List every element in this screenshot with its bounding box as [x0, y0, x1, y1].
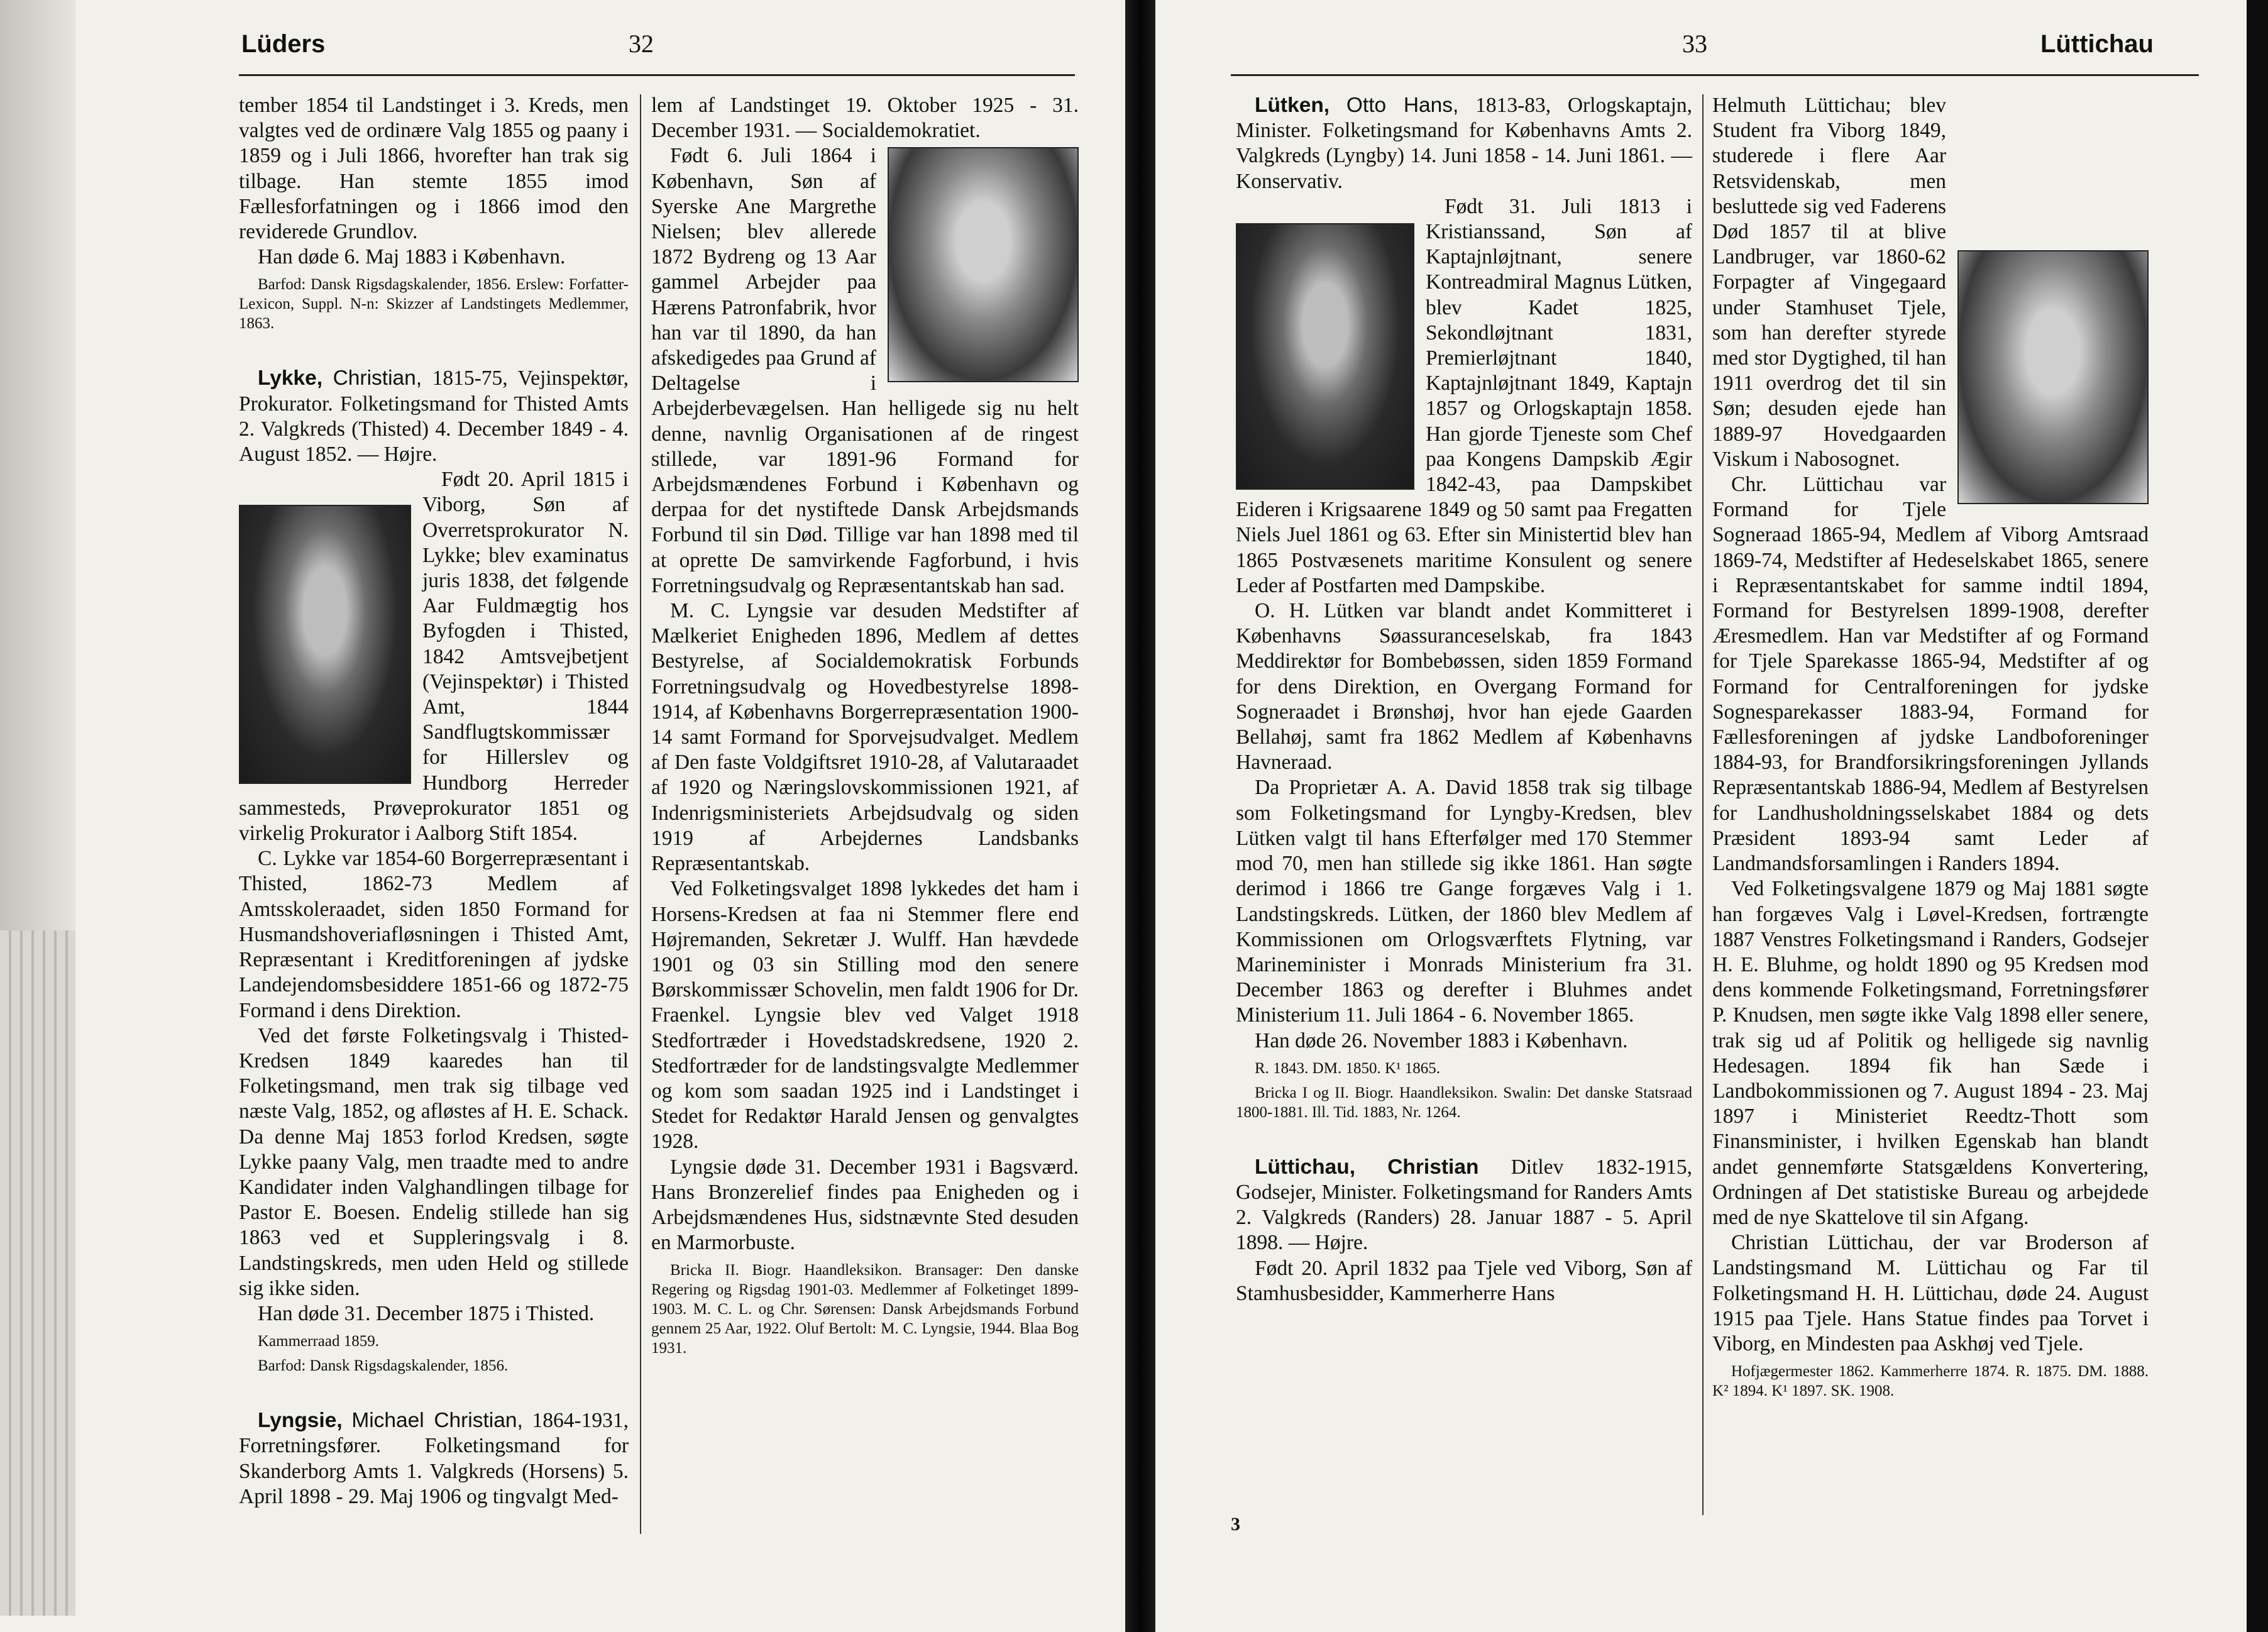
entry-given-name: Christian — [1387, 1155, 1479, 1179]
paragraph: Chr. Lüttichau var Formand for Tjele Sogneraad 1865-94, Medlem af Viborg Amtsraad 1869-74, Medstifter af Hedeselskabet 1865, senere i Repræsentantskabet for samme indtil 1894, Formand for Bestyrelsen 1899-1908, derefter Æresmedlem. Han var Medstifter af og Formand for Tjele Sparekasse 1865-94, Medstifter af og Formand for Centralforeningen for jydske Sognesparekasser 1883-94, Formand for Fællesforeningen af jydske Landboforeninger 1884-93, for Brandforsikringsforeningen Jyllands Repræsentantskab 1886-94, Medlem af Bestyrelsen for Landhusholdningsselskabet 1884 og dets Præsident 1893-94 samt Leder af Landmandsforsamlingen i Randers 1894. — [1712, 473, 2149, 876]
entry-heading — [1236, 1155, 1692, 1256]
paragraph: tember 1854 til Landstinget i 3. Kreds, men valgtes ved de ordinære Valg 1855 og paany i 1859 og i Juli 1866, hvorefter han trak sig tilbage. Han stemte 1855 imod Fællesforfatningen og i 1866 imod den reviderede Grundlov. — [239, 94, 629, 244]
source-note: Bricka II. Biogr. Haandleksikon. Bransager: Den danske Regering og Rigsdag 1901-03. Medlemmer af Folketinget 1899-1903. M. C. L. og Chr. Sørensen: Dansk Arbejdsmands Forbund gennem 25 Aar, 1922. Oluf Bertolt: M. C. Lyngsie, 1944. Blaa Bog 1931. — [651, 1262, 1079, 1357]
running-header: Lüders — [241, 30, 326, 58]
signature-mark: 3 — [1231, 1514, 1240, 1535]
header-rule — [239, 74, 1075, 76]
orders-note: Hofjægermester 1862. Kammerherre 1874. R. 1875. DM. 1888. K² 1894. K¹ 1897. SK. 1908. — [1712, 1363, 2149, 1400]
page-stack-edge — [0, 930, 75, 1616]
paragraph: lem af Landstinget 19. Oktober 1925 - 31. December 1931. — Socialdemokratiet. — [651, 94, 1079, 143]
entry-intro: 1864-1931, Forretningsfører. Folketingsmand for Skanderborg Amts 1. Valgkreds (Horsens) 5. April 1898 - 29. Maj 1906 og tingvalgt Med- — [239, 1409, 629, 1508]
left-page — [0, 0, 1125, 1632]
column-divider — [1702, 94, 1704, 1515]
page-edge — [0, 0, 75, 930]
running-header: Lüttichau — [2040, 30, 2154, 58]
paragraph: Helmuth Lüttichau; blev Student fra Viborg 1849, studerede i flere Aar Retsvidenskab, men besluttede sig ved Faderens Død 1857 til at blive Landbruger, var 1860-62 Forpagter af Vingegaard under Stamhuset Tjele, som han derefter styrede med stor Dygtighed, til han 1911 overdrog det til sin Søn; desuden ejede han 1889-97 Hovedgaarden Viskum i Nabosognet. — [1712, 94, 1946, 471]
portrait-luttichau — [1957, 250, 2149, 504]
source-note: Barfod: Dansk Rigsdagskalender, 1856. Erslew: Forfatter-Lexicon, Suppl. N-n: Skizzer af Landstingets Medlemmer, 1863. — [239, 276, 629, 333]
entry-heading — [239, 366, 629, 467]
entry-intro: Ditlev 1832-1915, Godsejer, Minister. Folketingsmand for Randers Amts 2. Valgkreds (Randers) 28. Januar 1887 - 5. April 1898. — Højre. — [1236, 1155, 1693, 1255]
paragraph: Ved Folketingsvalget 1898 lykkedes det ham i Horsens-Kredsen at faa ni Stemmer flere end Højremanden, Sekretær J. Wulff. Han hævdede 1901 og 03 sin Stilling mod den senere Børskommissær Schovelin, men faldt 1906 for Dr. Fraenkel. Lyngsie blev ved Valget 1918 Stedfortræder i Hovedstadskredsene, 1920 2. Stedfortræder for de landstingsvalgte Medlemmer og kom som saadan 1925 ind i Landstinget i Stedet for Redaktør Harald Jensen og genvalgtes 1928. — [651, 877, 1079, 1154]
entry-surname: Lütken, — [1255, 94, 1330, 117]
book-spine — [1125, 0, 1155, 1632]
entry-intro: 1815-75, Vejinspektør, Prokurator. Folketingsmand for Thisted Amts 2. Valgkreds (Thisted) 4. December 1849 - 4. August 1852. — Højre. — [239, 367, 629, 466]
title-note: Kammerraad 1859. — [258, 1333, 379, 1350]
entry-surname: Lyngsie, — [258, 1409, 343, 1433]
paragraph: M. C. Lyngsie var desuden Medstifter af Mælkeriet Enigheden 1896, Medlem af dettes Bestyrelse, af Socialdemokratisk Forbunds Forretningsudvalg og Hovedbestyrelse 1898-1914, af Københavns Borgerrepræsentation 1900-14 samt Formand for Sporvejsudvalget. Medlem af Den faste Voldgiftsret 1910-28, af Valutaraadet af 1920 og Næringslovskommissionen 1921, af Indenrigsministeriets Arbejdsudvalg og siden 1919 af Arbejdernes Landsbanks Repræsentantskab. — [651, 599, 1079, 876]
paragraph: Født 20. April 1832 paa Tjele ved Viborg, Søn af Stamhusbesidder, Kammerherre Hans — [1236, 1256, 1692, 1305]
entry-given-name: Michael Christian, — [351, 1409, 523, 1433]
paragraph: Han døde 26. November 1883 i København. — [1255, 1028, 1628, 1052]
entry-surname: Lykke, — [258, 367, 323, 390]
entry-heading — [239, 1408, 629, 1509]
paragraph: Ved det første Folketingsvalg i Thisted-Kredsen 1849 kaaredes han til Folketingsmand, men trak sig tilbage ved næste Valg, 1852, og afløstes af H. E. Schack. Da denne Maj 1853 forlod Kredsen, søgte Lykke paany Valg, men traadte med to andre Kandidater inden Valghandlingen tilbage for Pastor E. Boesen. Endelig stillede han sig 1863 ved et Suppleringsvalg i 8. Landstingskreds, men uden Held og stillede sig ikke siden. — [239, 1023, 629, 1300]
right-column-2 — [1712, 93, 2149, 1406]
paragraph: C. Lykke var 1854-60 Borgerrepræsentant i Thisted, 1862-73 Medlem af Amtsskoleraadet, siden 1850 Formand for Husmandshoveriafløsningen i Thisted Amt, Repræsentant i Kreditforeningen af jydske Landejendomsbesiddere 1851-66 og 1872-75 Formand i dens Direktion. — [239, 847, 629, 1022]
paragraph: Christian Lüttichau, der var Broderson af Landstingsmand M. Lüttichau og Far til Folketingsmand H. H. Lüttichau, døde 24. August 1915 paa Tjele. Hans Statue findes paa Torvet i Viborg, en Mindesten paa Askhøj ved Tjele. — [1712, 1231, 2149, 1355]
paragraph: Han døde 6. Maj 1883 i København. — [258, 245, 566, 269]
right-page — [1155, 0, 2247, 1632]
paragraph: Da Proprietær A. A. David 1858 trak sig tilbage som Folketingsmand for Lyngby-Kredsen, blev Lütken valgt til hans Efterfølger med 170 Stemmer mod 70, men han stillede sig ikke 1861. Han søgte derimod i 1866 tre Gange forgæves Valg i 1. Landstingskreds. Lütken, der 1860 blev Medlem af Kommissionen om Orlogsværftets Flytning, var Marineminister i Monrads Ministerium fra 31. December 1863 og derefter i Bluhmes andet Ministerium 11. Juli 1864 - 6. November 1865. — [1236, 776, 1692, 1027]
entry-given-name: Otto Hans, — [1346, 94, 1459, 117]
orders-note: R. 1843. DM. 1850. K¹ 1865. — [1255, 1059, 1441, 1077]
column-divider — [640, 94, 641, 1534]
portrait-lutken — [1236, 223, 1414, 490]
source-note: Barfod: Dansk Rigsdagskalender, 1856. — [258, 1357, 509, 1375]
paragraph: Født 20. April 1815 i Viborg, Søn af Overretsprokurator N. Lykke; blev examinatus juris 1838, det følgende Aar Fuldmægtig hos Byfogden i Thisted, 1842 Amtsvejbetjent (Vejinspektør) i Thisted Amt, 1844 Sandflugtskommissær for Hillerslev og Hundborg Herreder sammesteds, Prøveprokurator 1851 og virkelig Prokurator i Aalborg Stift 1854. — [239, 468, 629, 846]
paragraph: Født 6. Juli 1864 i København, Søn af Syerske Ane Margrethe Nielsen; blev allerede 1872 Bydreng og 13 Aar gammel Arbejder paa Hærens Patronfabrik, hvor han var til 1890, da han afskedigedes paa Grund af Deltagelse i Arbejderbevægelsen. Han helligede sig nu helt denne, navnlig Organisationen af de ringest stillede, var 1891-96 Formand for Arbejdsmændenes Forbund i København og derpaa for det nystiftede Dansk Arbejdsmands Forbund til sin Død. Tillige var han 1898 med til at oprette De samvirkende Fagforbund, i hvis Forretningsudvalg og Repræsentantskab han sad. — [651, 144, 1079, 597]
entry-heading — [1236, 93, 1692, 194]
portrait-lykke — [239, 505, 411, 784]
page-number: 33 — [1682, 30, 1707, 58]
left-column-1 — [239, 93, 629, 1509]
paragraph: Lyngsie døde 31. December 1931 i Bagsværd. Hans Bronzerelief findes paa Enigheden og i Arbejdsmændenes Hus, sidstnævnte Sted desuden en Marmorbuste. — [651, 1155, 1079, 1255]
page-number: 32 — [629, 30, 654, 58]
paragraph: Født 31. Juli 1813 i Kristianssand, Søn af Kaptajnløjtnant, senere Kontreadmiral Magnus Lütken, blev Kadet 1825, Sekondløjtnant 1831, Premierløjtnant 1840, Kaptajnløjtnant 1849, Kaptajn 1857 og Orlogskaptajn 1858. Han gjorde Tjeneste som Chef paa Kongens Dampskib Ægir 1842-43, paa Dampskibet Eideren i Krigsaarene 1849 og 50 samt paa Fregatten Niels Juel 1861 og 63. Efter sin Ministertid blev han 1865 Postvæsenets maritime Konsulent og senere Leder af Postfarten med Dampskibe. — [1236, 194, 1692, 597]
entry-given-name: Christian, — [333, 367, 422, 390]
portrait-lyngsie — [888, 147, 1079, 382]
right-column-1 — [1236, 93, 1692, 1306]
paragraph: O. H. Lütken var blandt andet Kommitteret i Københavns Søassuranceselskab, fra 1843 Meddirektør for Bombebøssen, siden 1859 Formand for dens Direktion, en Overgang Formand for Sogneraadet i Brønshøj, hvor han ejede Gaarden Bellahøj, samt fra 1862 Medlem af Københavns Havneraad. — [1236, 599, 1692, 775]
paragraph: Han døde 31. December 1875 i Thisted. — [258, 1301, 595, 1325]
entry-intro: 1813-83, Orlogskaptajn, Minister. Folketingsmand for Københavns Amts 2. Valgkreds (Lyngby) 14. Juni 1858 - 14. Juni 1861. — Konservativ. — [1236, 94, 1693, 193]
header-rule — [1231, 74, 2199, 76]
entry-surname: Lüttichau, — [1255, 1155, 1356, 1179]
paragraph: Ved Folketingsvalgene 1879 og Maj 1881 søgte han forgæves Valg i Løvel-Kredsen, fortrængte 1887 Venstres Folketingsmand i Randers, Godsejer H. E. Bluhme, og holdt 1890 og 95 Kredsen mod dens kommende Folketingsmand, Forretningsfører P. Knudsen, men søgte ikke Valg 1898 eller senere, trak sig ud af Politik og helligede sig navnlig Hedesagen. 1894 fik han Sæde i Landbokommissionen og 7. August 1894 - 23. Maj 1897 i Ministeriet Reedtz-Thott som Finansminister, i hvilken Egenskab han blandt andet gennemførte Statsgældens Konvertering, Ordningen af Det statistiske Bureau og arbejdede med de nye Skattelove til sin Afgang. — [1712, 877, 2149, 1229]
left-column-2 — [651, 93, 1079, 1363]
source-note: Bricka I og II. Biogr. Haandleksikon. Swalin: Det danske Statsraad 1800-1881. Ill. Tid. 1883, Nr. 1264. — [1236, 1084, 1692, 1121]
